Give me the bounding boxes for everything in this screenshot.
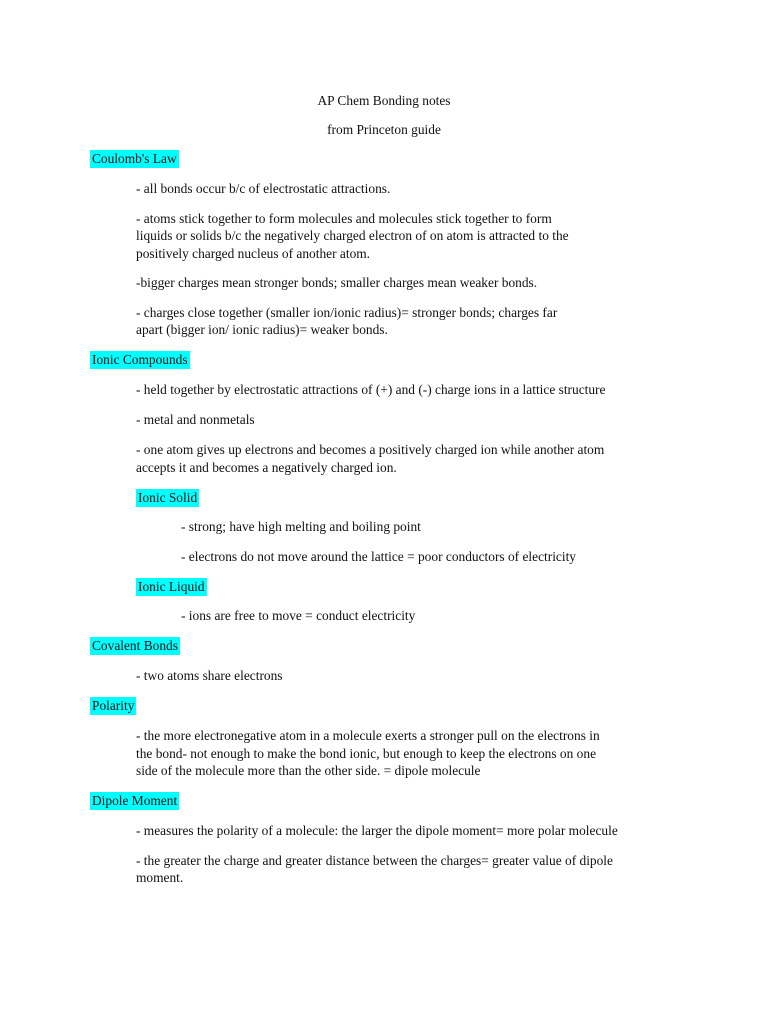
paragraph-line: the bond- not enough to make the bond ionic, but enough to keep the electrons on one <box>136 746 597 761</box>
highlight: Ionic Solid <box>138 490 198 505</box>
paragraph: -bigger charges mean stronger bonds; smaller charges mean weaker bonds. <box>136 275 538 290</box>
heading-coulombs-law <box>90 150 179 168</box>
paragraph-line: - atoms stick together to form molecules and molecules stick together to form <box>136 211 552 226</box>
highlight: Ionic Compounds <box>92 352 188 367</box>
document-title: AP Chem Bonding notes <box>317 93 451 108</box>
paragraph-line: - the greater the charge and greater distance between the charges= greater value of dipole <box>136 853 613 868</box>
document-subtitle: from Princeton guide <box>327 122 441 137</box>
paragraph-line: liquids or solids b/c the negatively charged electron of on atom is attracted to the <box>136 228 569 243</box>
paragraph-line: - one atom gives up electrons and becomes a positively charged ion while another atom <box>136 442 605 457</box>
paragraph: - two atoms share electrons <box>136 668 283 683</box>
highlight: Ionic Liquid <box>138 579 205 594</box>
paragraph-line: positively charged nucleus of another atom. <box>136 246 371 261</box>
highlight: Polarity <box>92 698 135 713</box>
highlight: Coulomb's Law <box>92 151 177 166</box>
paragraph-line: - charges close together (smaller ion/ionic radius)= stronger bonds; charges far <box>136 305 558 320</box>
heading-ionic-compounds <box>90 351 190 369</box>
paragraph: - metal and nonmetals <box>136 412 255 427</box>
paragraph-line: side of the molecule more than the other side. = dipole molecule <box>136 763 481 778</box>
highlight: Dipole Moment <box>92 793 178 808</box>
paragraph: - strong; have high melting and boiling point <box>181 519 421 534</box>
paragraph: - held together by electrostatic attractions of (+) and (-) charge ions in a lattice structure <box>136 382 606 397</box>
heading-ionic-solid <box>136 489 199 507</box>
paragraph: - all bonds occur b/c of electrostatic attractions. <box>136 181 391 196</box>
highlight: Covalent Bonds <box>92 638 178 653</box>
heading-covalent-bonds <box>90 637 180 655</box>
paragraph: - electrons do not move around the lattice = poor conductors of electricity <box>181 549 577 564</box>
paragraph: - measures the polarity of a molecule: the larger the dipole moment= more polar molecule <box>136 823 618 838</box>
paragraph-line: accepts it and becomes a negatively charged ion. <box>136 460 397 475</box>
paragraph-line: apart (bigger ion/ ionic radius)= weaker bonds. <box>136 322 388 337</box>
paragraph-line: - the more electronegative atom in a molecule exerts a stronger pull on the electrons in <box>136 728 600 743</box>
heading-ionic-liquid <box>136 578 207 596</box>
heading-dipole-moment <box>90 792 179 810</box>
heading-polarity <box>90 697 136 715</box>
paragraph-line: moment. <box>136 870 184 885</box>
paragraph: - ions are free to move = conduct electricity <box>181 608 416 623</box>
